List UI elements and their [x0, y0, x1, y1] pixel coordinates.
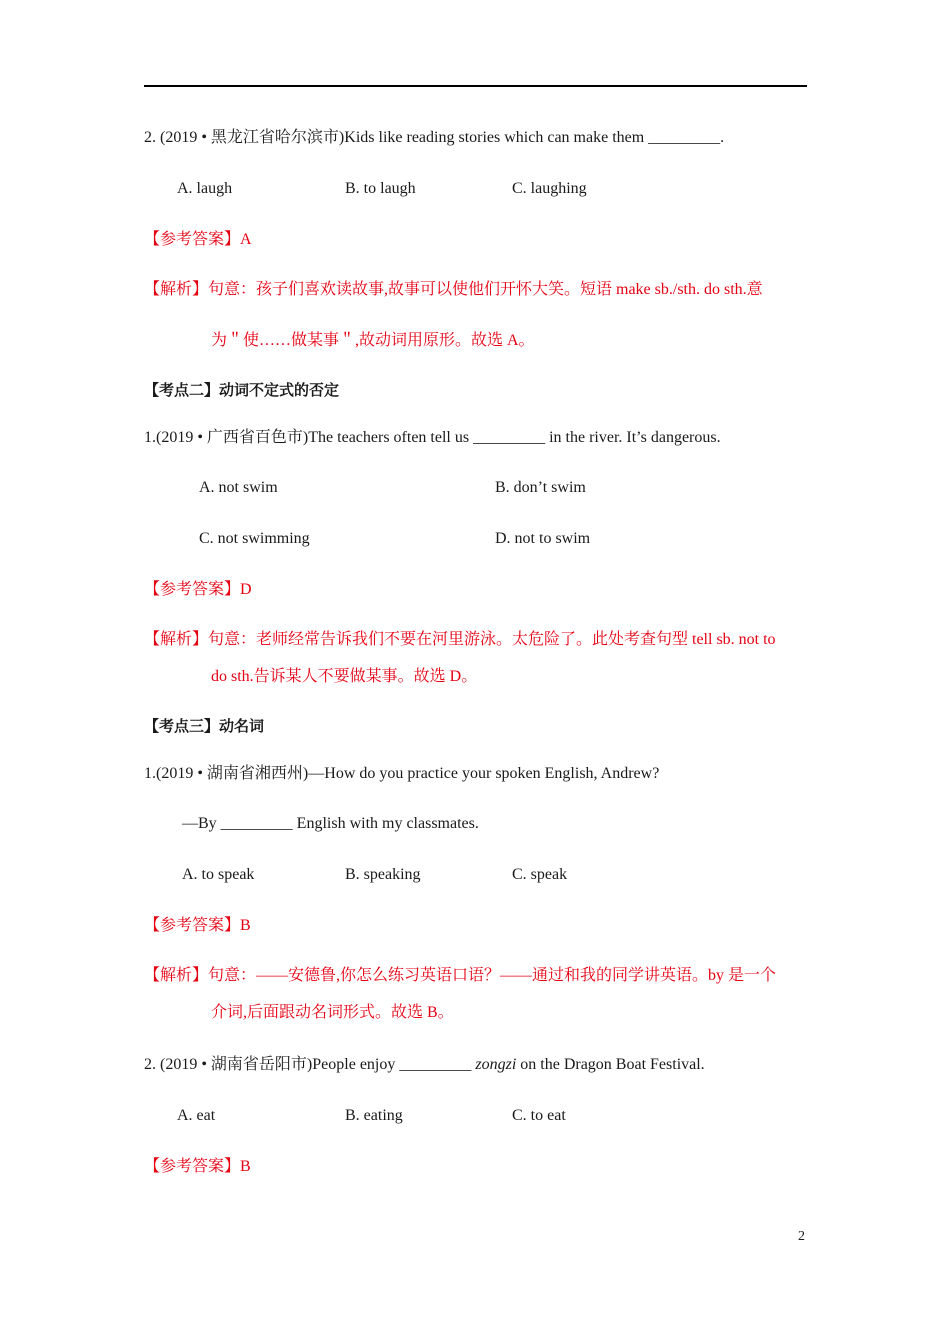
question-2-source: 1.(2019 • 广西省百色市): [144, 429, 309, 446]
answer-1: 【参考答案】A: [144, 231, 252, 248]
question-3-line-2: —By _________ English with my classmates.: [182, 815, 479, 832]
header-rule: [144, 85, 807, 87]
option-c: C. not swimming: [199, 530, 310, 547]
question-1-text: Kids like reading stories which can make them _________.: [344, 129, 725, 146]
option-d: D. not to swim: [495, 530, 591, 547]
analysis-2-line-1: 【解析】句意：老师经常告诉我们不要在河里游泳。太危险了。此处考查句型 tell sb. not to: [144, 631, 776, 648]
question-3-text: —How do you practice your spoken English, Andrew?: [308, 765, 660, 782]
question-4-text-a: People enjoy _________: [312, 1056, 476, 1073]
analysis-3-line-2: 介词,后面跟动名词形式。故选 B。: [211, 1004, 454, 1021]
option-b: B. eating: [345, 1107, 403, 1124]
option-c: C. speak: [512, 866, 568, 883]
option-b: B. to laugh: [345, 180, 416, 197]
question-4-text-italic: zongzi: [475, 1056, 517, 1073]
option-a: A. to speak: [182, 866, 255, 883]
analysis-1-line-1: 【解析】句意：孩子们喜欢读故事,故事可以使他们开怀大笑。短语 make sb./sth. do sth.意: [144, 281, 763, 298]
question-3: [144, 763, 659, 785]
page-number: 2: [798, 1229, 805, 1244]
option-c: C. to eat: [512, 1107, 566, 1124]
question-3-source: 1.(2019 • 湖南省湘西州): [144, 765, 309, 782]
analysis-1-line-2: 为＂使……做某事＂,故动词用原形。故选 A。: [211, 332, 535, 349]
question-4-source: 2. (2019 • 湖南省岳阳市): [144, 1056, 313, 1073]
question-2: [144, 427, 721, 449]
option-c: C. laughing: [512, 180, 587, 197]
option-b: B. speaking: [345, 866, 421, 883]
option-a: A. eat: [177, 1107, 216, 1124]
question-2-text: The teachers often tell us _________ in the river. It’s dangerous.: [308, 429, 721, 446]
question-4: [144, 1054, 705, 1076]
analysis-2-line-2: do sth.告诉某人不要做某事。故选 D。: [211, 668, 478, 685]
option-a: A. not swim: [199, 479, 278, 496]
question-4-text-b: on the Dragon Boat Festival.: [516, 1056, 705, 1073]
answer-4: 【参考答案】B: [144, 1158, 251, 1175]
answer-3: 【参考答案】B: [144, 917, 251, 934]
analysis-3-line-1: 【解析】句意：——安德鲁,你怎么练习英语口语？——通过和我的同学讲英语。by 是一个: [144, 967, 777, 984]
section-heading-2: 【考点二】动词不定式的否定: [144, 381, 340, 399]
option-a: A. laugh: [177, 180, 233, 197]
question-1: [144, 127, 724, 149]
section-heading-3: 【考点三】动名词: [144, 717, 265, 735]
option-b: B. don’t swim: [495, 479, 586, 496]
question-1-source: 2. (2019 • 黑龙江省哈尔滨市): [144, 129, 345, 146]
answer-2: 【参考答案】D: [144, 581, 252, 598]
